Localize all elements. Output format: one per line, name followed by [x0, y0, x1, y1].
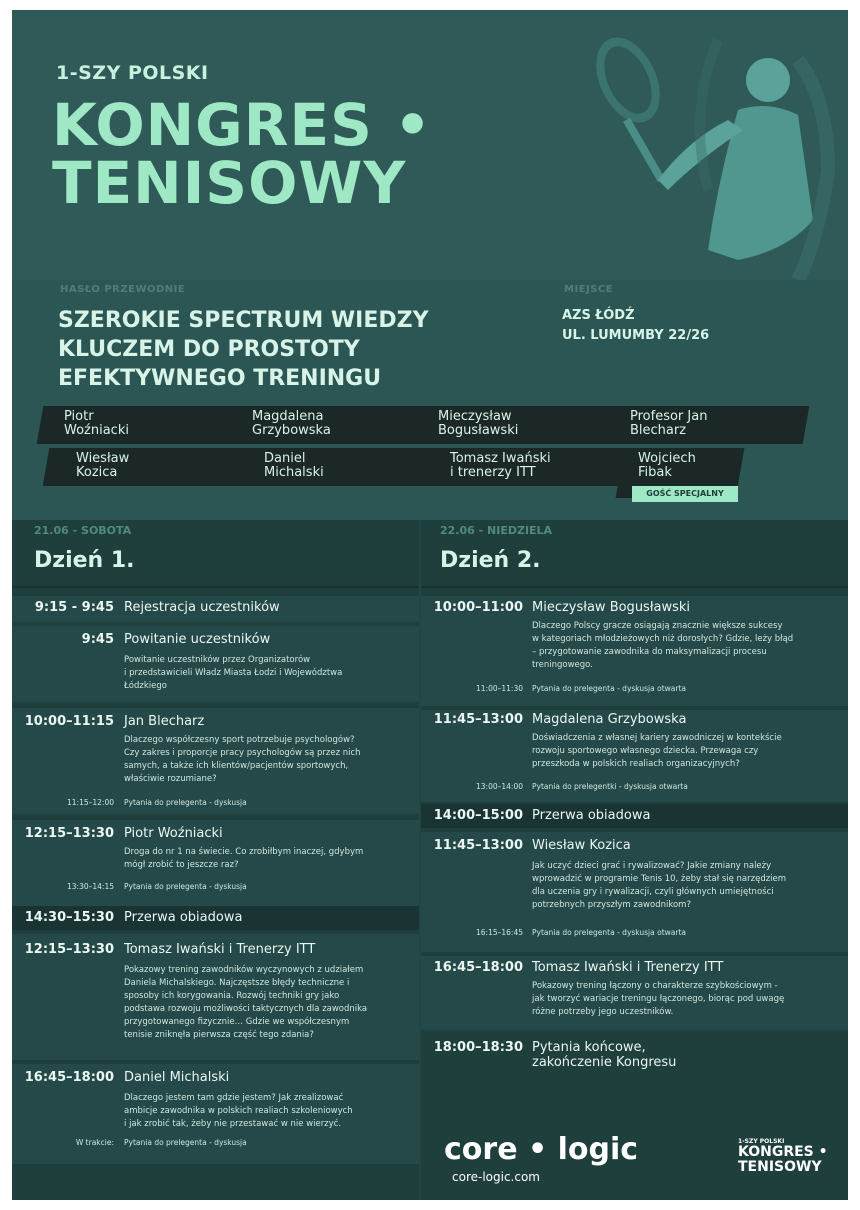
motto — [58, 306, 429, 393]
item-desc: Pokazowy trening zawodników wyczynowych z udziałem Daniela Michalskiego. Najczęstsze błędy techniczne i sposoby ich korygowania. Rozwój techniki gry jako podstawa rozwoju możliwości taktycznych dla zawodnika przygotowanego fizycznie… Gdzie we współczesnym tenisie zniknęła pierwsza część tego zdania? — [124, 965, 368, 1040]
item-sub-time: 11:15–12:00 — [67, 798, 114, 807]
item-time: 9:15 - 9:45 — [34, 600, 114, 615]
congress-title — [52, 91, 433, 217]
item-sub: Pytania do prelegenta - dyskusja — [124, 1138, 247, 1147]
motto-label: HASŁO PRZEWODNIE — [60, 284, 186, 295]
item-time: 11:45–13:00 — [433, 712, 523, 727]
item-sub-time: 13:30–14:15 — [67, 882, 114, 891]
item-desc: Droga do nr 1 na świecie. Co zrobiłbym inaczej, gdybym mógł zrobić to jeszcze raz? — [124, 847, 364, 870]
item-time: 12:15–13:30 — [24, 942, 114, 957]
hero-section — [12, 10, 848, 280]
day-1-date: 21.06 - SOBOTA — [34, 524, 132, 537]
item-title: Daniel Michalski — [124, 1070, 230, 1085]
item-desc: Pokazowy trening łączony o charakterze szybkościowym - jak tworzyć wariacje treningu łączonego, biorąc pod uwagę różne potrzeby jego uczestników. — [532, 981, 785, 1017]
speaker: Piotr Woźniacki — [64, 409, 129, 438]
item-sub: Pytania do prelegenta - dyskusja otwarta — [532, 684, 687, 693]
item-sub-time: 13:00–14:00 — [476, 782, 523, 791]
item-desc: Doświadczenia z własnej kariery zawodniczej w kontekście rozwoju sportowego własnego dziecka. Przewaga czy przeszkoda w polskich realiach organizacyjnych? — [532, 733, 782, 769]
item-desc: Powitanie uczestników przez Organizatorów i przedstawicieli Władz Miasta Łodzi i Województwa Łódzkiego — [124, 655, 343, 691]
item-desc: Jak uczyć dzieci grać i rywalizować? Jakie zmiany należy wprowadzić w programie Tenis 10, żeby stał się narzędziem dla uczenia gry i rywalizacji, czyli głównych umiejętności potrzebnych przyszłym zawodnikom? — [532, 861, 787, 910]
item-desc: Dlaczego jestem tam gdzie jestem? Jak zrealizować ambicje zawodnika w polskich realiach szkoleniowych i jak zrobić tak, żeby nie przestawać w nie wierzyć. — [124, 1093, 353, 1129]
item-desc: Dlaczego współczesny sport potrzebuje psychologów? Czy zakres i proporcje pracy psychologów są przez nich samych, a także ich klientów/pacjentów sportowych, właściwie rozumiane? — [124, 735, 361, 784]
speaker: Profesor Jan Blecharz — [630, 409, 708, 438]
item-title: Pytania końcowe, zakończenie Kongresu — [532, 1040, 677, 1070]
item-sub: Pytania do prelegenta - dyskusja otwarta — [532, 928, 687, 937]
item-sub-time: W trakcie: — [75, 1138, 114, 1147]
motto-line: EFEKTYWNEGO TRENINGU — [58, 366, 382, 391]
item-time: 14:30–15:30 — [24, 910, 114, 925]
motto-line: SZEROKIE SPECTRUM WIEDZY — [58, 308, 429, 333]
item-title: Powitanie uczestników — [124, 632, 271, 647]
item-time: 12:15–13:30 — [24, 826, 114, 841]
item-title: Wiesław Kozica — [532, 838, 631, 853]
speaker: Mieczysław Bogusławski — [438, 409, 519, 438]
item-title: Jan Blecharz — [124, 714, 205, 729]
item-time: 16:45–18:00 — [433, 960, 523, 975]
venue-line-2: UL. LUMUMBY 22/26 — [562, 328, 710, 343]
day-2-title: Dzień 2. — [440, 548, 541, 573]
item-sub-time: 16:15–16:45 — [476, 928, 523, 937]
item-title: Tomasz Iwański i Trenerzy ITT — [532, 960, 724, 975]
venue-line-1: AZS ŁÓDŹ — [562, 308, 635, 323]
item-title: Tomasz Iwański i Trenerzy ITT — [124, 942, 316, 957]
speaker: Tomasz Iwański i trenerzy ITT — [450, 451, 551, 480]
core-logic-url: core-logic.com — [452, 1170, 540, 1184]
venue-label: MIEJSCE — [564, 284, 614, 295]
item-sub: Pytania do prelegentki - dyskusja otwarta — [532, 782, 688, 791]
item-time: 9:45 — [81, 632, 114, 647]
item-sub: Pytania do prelegenta - dyskusja — [124, 882, 247, 891]
item-title: Mieczysław Bogusławski — [532, 600, 691, 615]
item-sub-time: 11:00–11:30 — [476, 684, 523, 693]
item-time: 18:00–18:30 — [433, 1040, 523, 1055]
item-title: Rejestracja uczestników — [124, 600, 280, 615]
title-line-2: TENISOWY — [52, 149, 407, 217]
item-title: Przerwa obiadowa — [124, 910, 243, 925]
day-2-date: 22.06 - NIEDZIELA — [440, 524, 553, 537]
day-1-title: Dzień 1. — [34, 548, 135, 573]
item-sub: Pytania do prelegenta - dyskusja — [124, 798, 247, 807]
item-title: Magdalena Grzybowska — [532, 712, 687, 727]
special-guest-badge: GOŚĆ SPECJALNY — [632, 486, 738, 502]
item-time: 14:00–15:00 — [433, 808, 523, 823]
speaker: Wiesław Kozica — [76, 451, 130, 480]
item-time: 10:00–11:15 — [24, 714, 114, 729]
item-time: 11:45–13:00 — [433, 838, 523, 853]
mini-logo: 1-SZY POLSKI KONGRES • TENISOWY — [738, 1138, 828, 1175]
speaker: Daniel Michalski — [264, 451, 324, 480]
divider — [421, 586, 848, 588]
core-logic-logo: core • logic — [444, 1132, 639, 1167]
speaker: Magdalena Grzybowska — [252, 409, 331, 438]
pre-title: 1-SZY POLSKI — [56, 62, 209, 84]
speaker: Wojciech Fibak — [638, 451, 696, 480]
item-title: Piotr Woźniacki — [124, 826, 223, 841]
venue — [562, 306, 709, 346]
item-time: 16:45–18:00 — [24, 1070, 114, 1085]
item-time: 10:00–11:00 — [433, 600, 523, 615]
title-line-1: KONGRES • — [52, 91, 433, 159]
item-title: Przerwa obiadowa — [532, 808, 651, 823]
tennis-player-illustration — [558, 20, 838, 280]
item-desc: Dlaczego Polscy gracze osiągają znacznie większe sukcesy w kategoriach młodzieżowych niż dorosłych? Gdzie, leży błąd – przygotowanie zawodnika do maksymalizacji procesu treningowego. — [532, 621, 794, 670]
poster — [12, 10, 848, 1200]
divider — [12, 586, 419, 588]
motto-line: KLUCZEM DO PROSTOTY — [58, 337, 360, 362]
